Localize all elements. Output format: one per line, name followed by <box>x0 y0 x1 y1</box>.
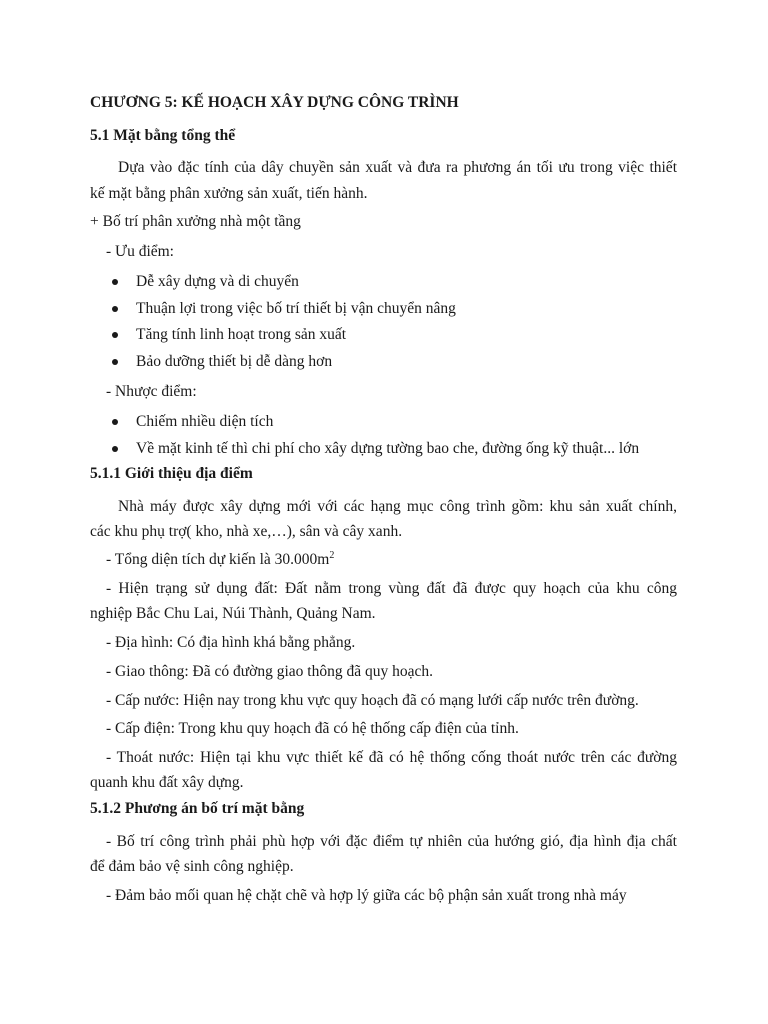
power-supply-line: - Cấp điện: Trong khu quy hoạch đã có hệ thống cấp điện của tỉnh. <box>106 720 519 737</box>
paragraph-line: quanh khu đất xây dựng. <box>90 774 244 791</box>
paragraph-line: các khu phụ trợ( kho, nhà xe,…), sân và cây xanh. <box>90 523 403 540</box>
disadvantage-item: Về mặt kinh tế thì chi phí cho xây dựng tường bao che, đường ống kỹ thuật... lớn <box>136 440 640 457</box>
bullet-dot <box>112 306 118 312</box>
disadvantage-item: Chiếm nhiều diện tích <box>136 413 274 430</box>
paragraph-line: nghiệp Bắc Chu Lai, Núi Thành, Quảng Nam. <box>90 605 376 622</box>
paragraph-line: Nhà máy được xây dựng mới với các hạng mục công trình gồm: khu sản xuất chính, <box>118 498 677 515</box>
paragraph-line: - Bố trí công trình phải phù hợp với đặc điểm tự nhiên của hướng gió, địa hình địa chất <box>106 833 677 850</box>
advantage-item: Thuận lợi trong việc bố trí thiết bị vận chuyển nâng <box>136 300 456 317</box>
water-supply-line: - Cấp nước: Hiện nay trong khu vực quy hoạch đã có mạng lưới cấp nước trên đường. <box>106 692 639 709</box>
bullet-dot <box>112 279 118 285</box>
chapter-title: CHƯƠNG 5: KẾ HOẠCH XÂY DỰNG CÔNG TRÌNH <box>90 94 459 111</box>
bullet-dot <box>112 419 118 425</box>
section-heading-5-1: 5.1 Mặt bằng tổng thể <box>90 127 236 144</box>
paragraph-line: - Đảm bảo mối quan hệ chặt chẽ và hợp lý giữa các bộ phận sản xuất trong nhà máy <box>106 887 627 904</box>
area-unit-superscript: 2 <box>329 549 335 561</box>
section-heading-5-1-2: 5.1.2 Phương án bố trí mặt bằng <box>90 800 305 817</box>
paragraph-line: để đảm bảo vệ sinh công nghiệp. <box>90 858 294 875</box>
bullet-dot <box>112 332 118 338</box>
paragraph-line: Dựa vào đặc tính của dây chuyền sản xuất và đưa ra phương án tối ưu trong việc thiết <box>118 159 677 176</box>
advantage-item: Tăng tính linh hoạt trong sản xuất <box>136 326 347 343</box>
total-area <box>106 550 334 570</box>
advantage-item: Bảo dưỡng thiết bị dễ dàng hơn <box>136 353 333 370</box>
traffic-line: - Giao thông: Đã có đường giao thông đã quy hoạch. <box>106 663 433 680</box>
disadvantages-label: - Nhược điểm: <box>106 383 197 400</box>
total-area-text: - Tổng diện tích dự kiến là 30.000m <box>106 551 330 568</box>
terrain-line: - Địa hình: Có địa hình khá bằng phẳng. <box>106 634 356 651</box>
paragraph-line: - Hiện trạng sử dụng đất: Đất nằm trong vùng đất đã được quy hoạch của khu công <box>106 580 677 597</box>
section-heading-5-1-1: 5.1.1 Giới thiệu địa điểm <box>90 465 253 482</box>
advantage-item: Dễ xây dựng và di chuyển <box>136 273 299 290</box>
bullet-dot <box>112 359 118 365</box>
paragraph-line: - Thoát nước: Hiện tại khu vực thiết kế đã có hệ thống cống thoát nước trên các đường <box>106 749 677 766</box>
layout-option: + Bố trí phân xưởng nhà một tầng <box>90 213 301 230</box>
advantages-label: - Ưu điểm: <box>106 243 174 260</box>
paragraph-line: kế mặt bằng phân xưởng sản xuất, tiến hành. <box>90 185 368 202</box>
bullet-dot <box>112 446 118 452</box>
